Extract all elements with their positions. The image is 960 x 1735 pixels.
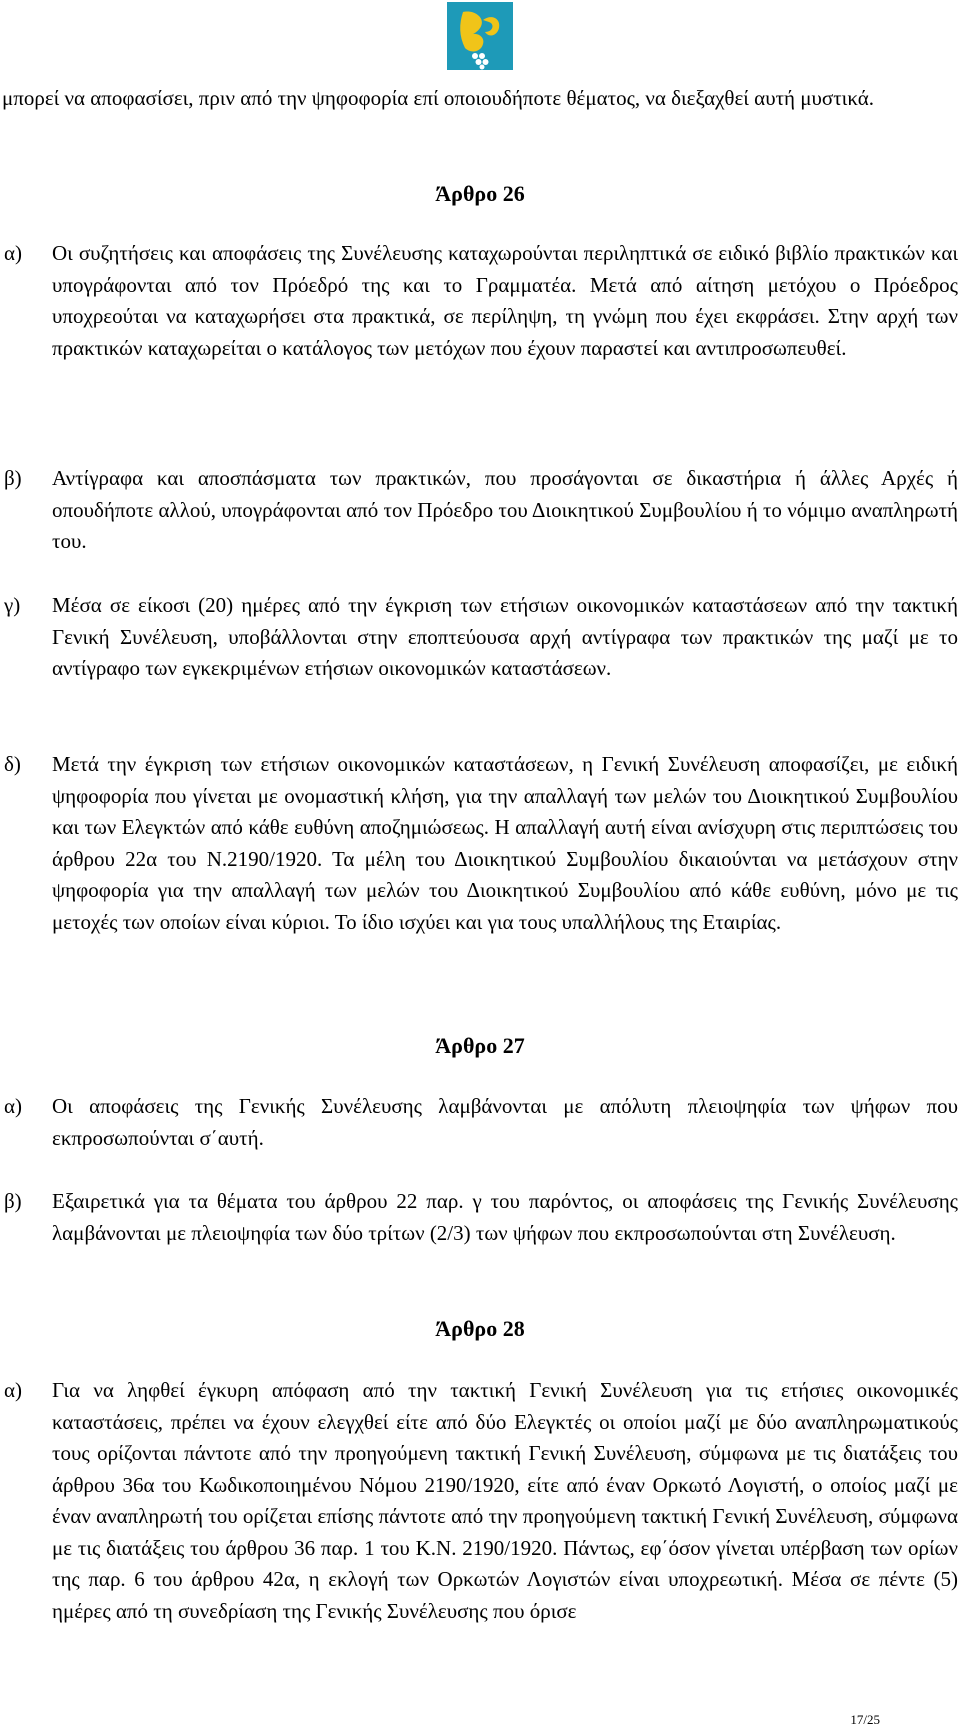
grape-b-logo-icon <box>447 2 513 70</box>
item-label: α) <box>4 1094 22 1118</box>
item-text: Μέσα σε είκοσι (20) ημέρες από την έγκριση των ετήσιων οικονομικών καταστάσεων από την τακτική Γενική Συνέλευση, υποβάλλονται στην εποπτεύουσα αρχή αντίγραφα των πρακτικών της μαζί με το αντίγραφο των εγκεκριμένων ετήσιων οικονομικών καταστάσεων. <box>52 593 958 680</box>
item-text: Οι συζητήσεις και αποφάσεις της Συνέλευσης καταχωρούνται περιληπτικά σε ειδικό βιβλίο πρακτικών και υπογράφονται από τον Πρόεδρό της και το Γραμματέα. Μετά από αίτηση μετόχου ο Πρόεδρος υποχρεούται να καταχωρήσει στα πρακτικά, σε περίληψη, τη γνώμη που έχει εκφράσει. Στην αρχή των πρακτικών καταχωρείται ο κατάλογος των μετόχων που έχουν παραστεί και αντιπροσωπευθεί. <box>52 241 958 360</box>
item-text: Μετά την έγκριση των ετήσιων οικονομικών καταστάσεων, η Γενική Συνέλευση αποφασίζει, με ειδική ψηφοφορία που γίνεται με ονομαστική κλήση, για την απαλλαγή των μελών του Διοικητικού Συμβουλίου και των Ελεγκτών από κάθε ευθύνη αποζημιώσεως. Η απαλλαγή αυτή είναι ανίσχυρη στις περιπτώσεις του άρθρου 22α του Ν.2190/1920. Τα μέλη του Διοικητικού Συμβουλίου δικαιούνται να μετάσχουν στην ψηφοφορία για την απαλλαγή των μελών του Διοικητικού Συμβουλίου από κάθε ευθύνη, μόνο με τις μετοχές των οποίων είναι κύριοι. Το ίδιο ισχύει και για τους υπαλλήλους της Εταιρίας. <box>52 752 958 934</box>
item-label: γ) <box>4 593 21 617</box>
article-heading: Άρθρο 26 <box>435 181 525 206</box>
company-logo <box>447 2 513 70</box>
item-label: α) <box>4 241 22 265</box>
item-text: Για να ληφθεί έγκυρη απόφαση από την τακτική Γενική Συνέλευση για τις ετήσιες οικονομικές καταστάσεις, πρέπει να έχουν ελεγχθεί είτε από δύο Ελεγκτές οι οποίοι μαζί με δύο αναπληρωματικούς τους ορίζονται πάντοτε από την προηγούμενη τακτική Γενική Συνέλευση, σύμφωνα με τις διατάξεις του άρθρου 36α του Κωδικοποιημένου Νόμου 2190/1920, είτε από έναν Ορκωτό Λογιστή, ο οποίος μαζί με έναν αναπληρωτή του ορίζεται επίσης πάντοτε από την προηγούμενη τακτική Γενική Συνέλευση, σύμφωνα με τις διατάξεις του άρθρου 36 παρ. 1 του Κ.Ν. 2190/1920. Πάντως, εφ΄όσον γίνεται υπέρβαση των ορίων της παρ. 6 του άρθρου 42α, η εκλογή των Ορκωτών Λογιστών είναι υποχρεωτική. Μέσα σε πέντε (5) ημέρες από τη συνεδρίαση της Γενικής Συνέλευσης που όρισε <box>52 1378 958 1623</box>
item-text: Εξαιρετικά για τα θέματα του άρθρου 22 παρ. γ του παρόντος, οι αποφάσεις της Γενικής Συνέλευσης λαμβάνονται με πλειοψηφία των δύο τρίτων (2/3) των ψήφων που εκπροσωπούνται στη Συνέλευση. <box>52 1189 958 1245</box>
intro-paragraph-block <box>0 83 960 115</box>
article-heading: Άρθρο 28 <box>435 1316 525 1341</box>
intro-paragraph: μπορεί να αποφασίσει, πριν από την ψηφοφορία επί οποιουδήποτε θέματος, να διεξαχθεί αυτή μυστικά. <box>2 86 874 110</box>
article-27-heading-block <box>0 1030 960 1061</box>
item-label: δ) <box>4 752 21 776</box>
article-heading: Άρθρο 27 <box>435 1033 525 1058</box>
item-label: β) <box>4 1189 22 1213</box>
item-label: α) <box>4 1378 22 1402</box>
article-26-heading-block <box>0 178 960 209</box>
item-label: β) <box>4 466 22 490</box>
item-text: Αντίγραφα και αποσπάσματα των πρακτικών, που προσάγονται σε δικαστήρια ή άλλες Αρχές ή οπουδήποτε αλλού, υπογράφονται από τον Πρόεδρο του Διοικητικού Συμβουλίου ή το νόμιμο αναπληρωτή του. <box>52 466 958 553</box>
item-text: Οι αποφάσεις της Γενικής Συνέλευσης λαμβάνονται με απόλυτη πλειοψηφία των ψήφων που εκπροσωπούνται σ΄αυτή. <box>52 1094 958 1150</box>
page-number: 17/25 <box>850 1712 880 1727</box>
article-28-heading-block <box>0 1313 960 1344</box>
